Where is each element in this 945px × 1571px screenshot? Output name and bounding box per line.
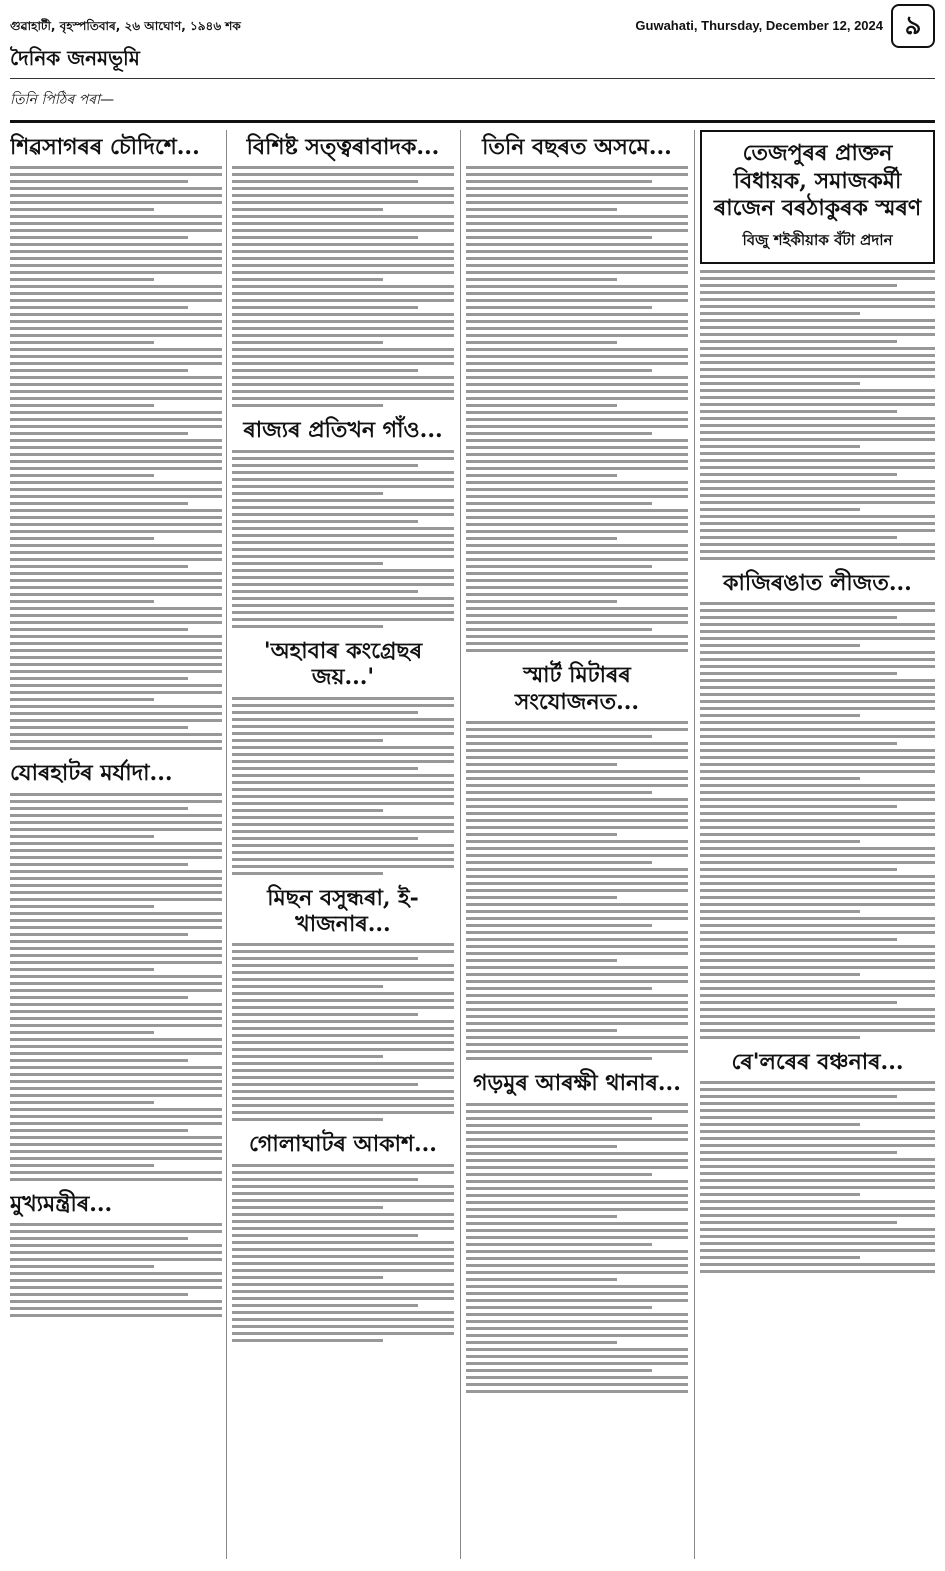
date-assamese: গুৱাহাটী, বৃহস্পতিবাৰ, ২৬ আঘোণ, ১৯৪৬ শক [10,19,241,33]
headline: তিনি বছৰত অসমে... [482,134,672,160]
article-body [700,270,935,560]
article-body [700,1081,935,1273]
article-body [466,166,688,652]
column-divider [226,130,227,1559]
headline: কাজিৰঙাত লীজত... [723,569,912,596]
article-body [700,602,935,1039]
headline: মিছন বসুন্ধৰা, ই-খাজনাৰ... [267,884,419,937]
headline: 'অহাবাৰ কংগ্ৰেছৰ জয়...' [263,637,423,691]
headline: গোলাঘাটৰ আকাশ... [249,1131,437,1158]
headline: শিৱসাগৰৰ চৌদিশে... [10,134,200,160]
page-number: ৯ [891,4,935,48]
column-divider [460,130,461,1559]
article-body [10,166,222,750]
masthead [10,0,935,123]
divider [10,78,935,79]
lead-headline: তেজপুৰৰ প্ৰাক্তন বিধায়ক, সমাজকৰ্মী ৰাজেন বৰঠাকুৰক স্মৰণ [713,140,922,221]
article-body [232,943,454,1121]
headline: মুখ্যমন্ত্ৰীৰ... [10,1190,113,1217]
column-4 [700,130,935,1559]
date-english: Guwahati, Thursday, December 12, 2024 [635,18,883,33]
article-body [232,166,454,407]
article-body [232,697,454,875]
section-tag: তিনি পিঠিৰ পৰা— [10,92,115,108]
lead-story-box [700,130,935,264]
headline: ৰাজ্যৰ প্ৰতিখন গাঁও... [243,417,443,444]
article-body [10,1223,222,1317]
article-body [466,1103,688,1393]
column-3 [466,130,688,1559]
headline: যোৰহাটৰ মৰ্যাদা... [10,760,173,787]
lead-subheadline: বিজু শইকীয়াক বঁটা প্ৰদান [742,230,893,249]
article-body [10,793,222,1181]
article-body [232,1164,454,1342]
column-2 [232,130,454,1559]
headline: গড়মুৰ আৰক্ষী থানাৰ... [473,1070,681,1097]
newspaper-brand: দৈনিক জনমভূমি [10,46,140,70]
column-1 [10,130,222,1559]
headline: বিশিষ্ট সত্ত্বৰাবাদক... [246,134,440,160]
column-divider [694,130,695,1559]
headline: ৰে'লৰেৰ বঞ্চনাৰ... [731,1048,904,1075]
article-body [232,450,454,628]
headline: স্মাৰ্ট মিটাৰৰ সংযোজনত... [514,662,640,715]
article-body [466,721,688,1060]
